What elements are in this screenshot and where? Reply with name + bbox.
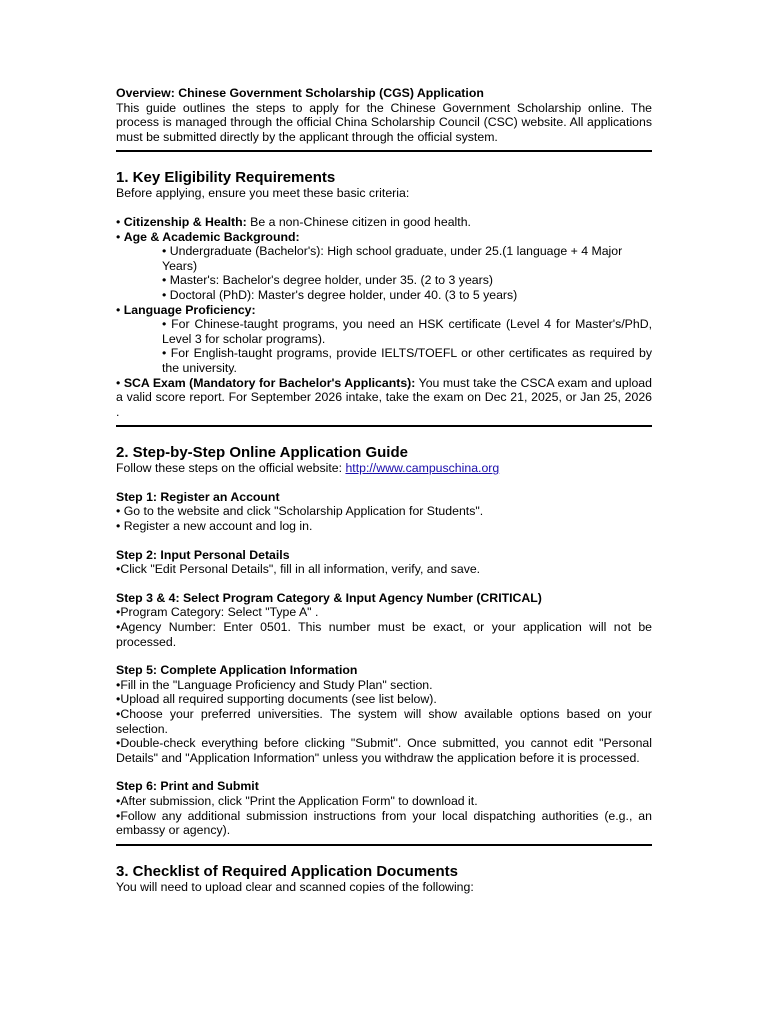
section-divider [116,425,652,427]
step1-item-text: Register a new account and log in. [123,519,313,534]
step6-item-text: Follow any additional submission instructions from your local dispatching authorities (e.g., an embassy or agency). [116,808,652,838]
bullet: • [116,808,121,823]
step1-item [116,519,652,534]
bullet: • [116,736,121,751]
bullet: • [162,287,167,302]
step5-item [116,707,652,736]
step5-item-text: Upload all required supporting documents (see list below). [120,692,437,707]
citizenship-text: Be a non-Chinese citizen in good health. [246,214,471,229]
bullet: • [116,302,121,317]
sca-label: SCA Exam (Mandatory for Bachelor's Applicants): [123,375,416,390]
step34-title: Step 3 & 4: Select Program Category & Input Agency Number (CRITICAL) [116,590,542,605]
language-label: Language Proficiency: [123,302,256,317]
language-subitem [116,317,652,346]
age-subitem-text: Undergraduate (Bachelor's): High school graduate, under 25.(1 language + 4 Major Years) [162,244,623,273]
step6-item-text: After submission, click "Print the Application Form" to download it. [120,793,478,808]
bullet: • [116,605,121,620]
citizenship-label: Citizenship & Health: [123,214,247,229]
step2-item [116,562,652,577]
section2-heading: 2. Step-by-Step Online Application Guide [116,444,408,462]
section-divider [116,844,652,846]
bullet: • [116,692,121,707]
bullet: • [116,504,121,519]
age-subitem [116,288,652,303]
language-subitem-text: For Chinese-taught programs, you need an HSK certificate (Level 4 for Master's/PhD, Level 3 for scholar programs). [162,317,653,346]
step2-item-text: Click "Edit Personal Details", fill in all information, verify, and save. [120,562,481,577]
bullet: • [116,519,121,534]
step1-item [116,504,652,519]
step34-item-text: Program Category: Select "Type A" . [120,605,319,620]
campuschina-link[interactable]: http://www.campuschina.org [345,461,500,476]
bullet: • [162,244,167,259]
step6-item [116,794,652,809]
bullet: • [116,620,121,635]
bullet: • [162,317,167,332]
language-subitem-text: For English-taught programs, provide IELTS/TOEFL or other certificates as required by the university. [162,346,653,375]
step5-title: Step 5: Complete Application Information [116,663,358,678]
step6-item [116,809,652,838]
bullet: • [116,214,121,229]
step5-item [116,736,652,765]
age-subitem-text: Master's: Bachelor's degree holder, under 35. (2 to 3 years) [169,273,493,288]
section3-intro: You will need to upload clear and scanned copies of the following: [116,879,474,894]
section2-intro [116,461,652,476]
age-subitem-text: Doctoral (PhD): Master's degree holder, under 40. (3 to 5 years) [169,287,518,302]
section1-heading: 1. Key Eligibility Requirements [116,169,336,187]
bullet: • [116,793,121,808]
age-subitem [116,244,652,273]
section-divider [116,150,652,152]
age-item [116,230,652,245]
bullet: • [116,707,121,721]
section2-intro-text: Follow these steps on the official website: [116,461,346,476]
step5-item-text: Double-check everything before clicking "Submit". Once submitted, you cannot edit "Personal Details" and "Application Information" unless you withdraw the application before it is processed. [116,736,652,765]
step5-item [116,678,652,693]
sca-item [116,376,652,420]
bullet: • [116,677,121,692]
bullet: • [116,229,121,244]
section1-intro: Before applying, ensure you meet these basic criteria: [116,186,410,201]
step5-item-text: Fill in the "Language Proficiency and Study Plan" section. [120,677,433,692]
sca-text: You must take the CSCA exam and upload a valid score report. For September 2026 intake, take the exam on Dec 21, 2025, or Jan 25, 2026 . [116,375,652,419]
overview-text: This guide outlines the steps to apply for the Chinese Government Scholarship online. The process is managed through the official China Scholarship Council (CSC) website. All applications must be submitted directly by the applicant through the official system. [116,100,652,144]
age-label: Age & Academic Background: [123,229,300,244]
step5-item [116,692,652,707]
step34-item [116,620,652,649]
step34-item-text: Agency Number: Enter 0501. This number must be exact, or your application will not be processed. [116,620,652,649]
overview-title: Overview: Chinese Government Scholarship (CGS) Application [116,86,484,100]
section3-heading: 3. Checklist of Required Application Documents [116,862,458,880]
bullet: • [162,273,167,288]
bullet: • [162,346,167,361]
bullet: • [116,562,121,577]
document-content [116,86,652,894]
language-subitem [116,346,652,375]
step5-item-text: Choose your preferred universities. The system will show available options based on your selection. [116,707,652,736]
step34-item [116,605,652,620]
age-subitem [116,273,652,288]
step6-title: Step 6: Print and Submit [116,779,259,794]
step2-title: Step 2: Input Personal Details [116,547,290,562]
bullet: • [116,375,121,390]
citizenship-item [116,215,652,230]
step1-item-text: Go to the website and click "Scholarship Application for Students". [123,504,484,519]
step1-title: Step 1: Register an Account [116,489,280,504]
language-item [116,303,652,318]
